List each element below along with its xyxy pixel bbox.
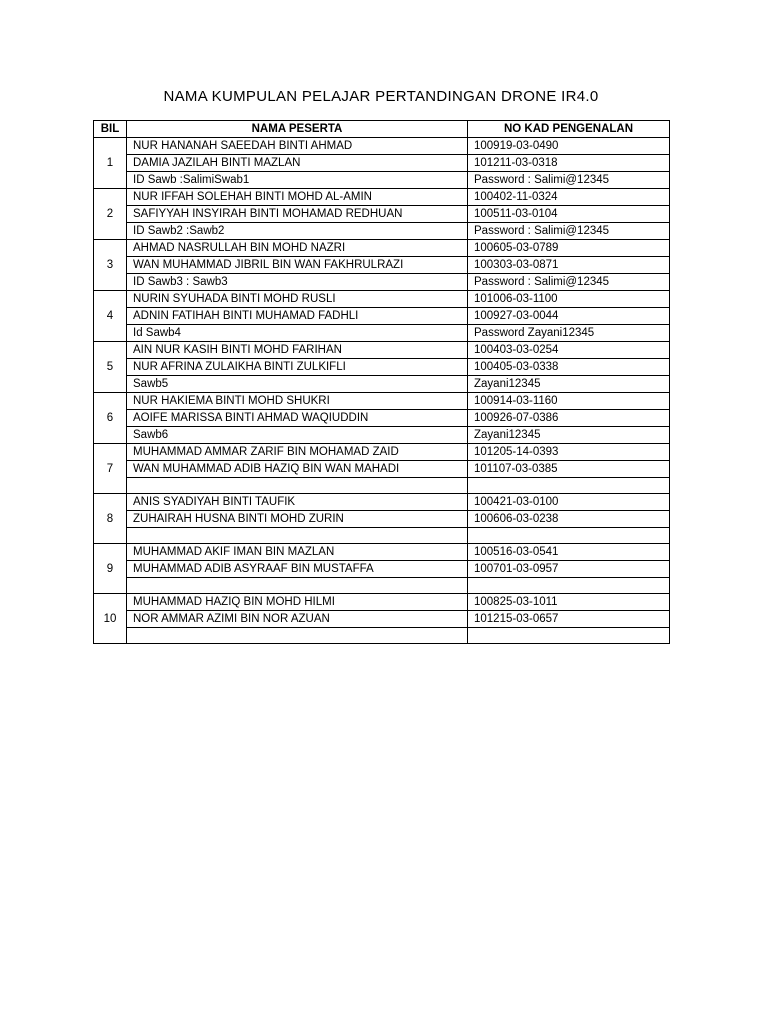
participant-ic: 100303-03-0871 xyxy=(468,257,670,274)
table-row xyxy=(94,611,670,628)
table-row xyxy=(94,594,670,611)
participant-ic: 100511-03-0104 xyxy=(468,206,670,223)
group-account-password: Password Zayani12345 xyxy=(468,325,670,342)
participant-name: NUR HANANAH SAEEDAH BINTI AHMAD xyxy=(127,138,468,155)
document-title: NAMA KUMPULAN PELAJAR PERTANDINGAN DRONE IR4.0 xyxy=(163,88,599,105)
table-row xyxy=(94,342,670,359)
participant-ic: 100606-03-0238 xyxy=(468,511,670,528)
participant-name: ANIS SYADIYAH BINTI TAUFIK xyxy=(127,494,468,511)
table-row xyxy=(94,393,670,410)
group-account-password: Zayani12345 xyxy=(468,427,670,444)
table-row xyxy=(94,274,670,291)
table-row xyxy=(94,410,670,427)
participant-name: SAFIYYAH INSYIRAH BINTI MOHAMAD REDHUAN xyxy=(127,206,468,223)
group-number: 1 xyxy=(94,138,127,189)
table-row xyxy=(94,376,670,393)
group-account-id: ID Sawb3 : Sawb3 xyxy=(127,274,468,291)
empty-cell xyxy=(468,478,670,494)
participant-table xyxy=(93,120,670,644)
table-row xyxy=(94,528,670,544)
participant-name: NOR AMMAR AZIMI BIN NOR AZUAN xyxy=(127,611,468,628)
table-row xyxy=(94,291,670,308)
header-ic: NO KAD PENGENALAN xyxy=(468,121,670,138)
participant-name: MUHAMMAD HAZIQ BIN MOHD HILMI xyxy=(127,594,468,611)
table-row xyxy=(94,511,670,528)
empty-cell xyxy=(468,628,670,644)
participant-ic: 101107-03-0385 xyxy=(468,461,670,478)
empty-cell xyxy=(127,628,468,644)
participant-name: MUHAMMAD AMMAR ZARIF BIN MOHAMAD ZAID xyxy=(127,444,468,461)
table-header-row xyxy=(94,121,670,138)
table-row xyxy=(94,308,670,325)
participant-ic: 101006-03-1100 xyxy=(468,291,670,308)
table-row xyxy=(94,172,670,189)
table-row xyxy=(94,628,670,644)
group-account-id: ID Sawb :SalimiSwab1 xyxy=(127,172,468,189)
participant-name: MUHAMMAD ADIB ASYRAAF BIN MUSTAFFA xyxy=(127,561,468,578)
participant-name: MUHAMMAD AKIF IMAN BIN MAZLAN xyxy=(127,544,468,561)
group-number: 8 xyxy=(94,494,127,544)
table-row xyxy=(94,427,670,444)
empty-cell xyxy=(468,578,670,594)
participant-ic: 101211-03-0318 xyxy=(468,155,670,172)
participant-name: WAN MUHAMMAD ADIB HAZIQ BIN WAN MAHADI xyxy=(127,461,468,478)
participant-ic: 100516-03-0541 xyxy=(468,544,670,561)
table-row xyxy=(94,478,670,494)
table-row xyxy=(94,240,670,257)
participant-ic: 100701-03-0957 xyxy=(468,561,670,578)
table-row xyxy=(94,544,670,561)
participant-ic: 100405-03-0338 xyxy=(468,359,670,376)
group-account-password: Password : Salimi@12345 xyxy=(468,223,670,240)
group-number: 10 xyxy=(94,594,127,644)
table-row xyxy=(94,461,670,478)
table-row xyxy=(94,578,670,594)
group-number: 2 xyxy=(94,189,127,240)
group-account-password: Zayani12345 xyxy=(468,376,670,393)
group-account-id: ID Sawb2 :Sawb2 xyxy=(127,223,468,240)
empty-cell xyxy=(127,478,468,494)
empty-cell xyxy=(127,578,468,594)
participant-name: ZUHAIRAH HUSNA BINTI MOHD ZURIN xyxy=(127,511,468,528)
participant-name: NUR IFFAH SOLEHAH BINTI MOHD AL-AMIN xyxy=(127,189,468,206)
participant-name: NURIN SYUHADA BINTI MOHD RUSLI xyxy=(127,291,468,308)
group-number: 9 xyxy=(94,544,127,594)
participant-ic: 100421-03-0100 xyxy=(468,494,670,511)
participant-ic: 100919-03-0490 xyxy=(468,138,670,155)
participant-ic: 100927-03-0044 xyxy=(468,308,670,325)
group-account-password: Password : Salimi@12345 xyxy=(468,274,670,291)
participant-ic: 101215-03-0657 xyxy=(468,611,670,628)
participant-name: NUR HAKIEMA BINTI MOHD SHUKRI xyxy=(127,393,468,410)
empty-cell xyxy=(127,528,468,544)
group-account-id: Sawb6 xyxy=(127,427,468,444)
header-bil: BIL xyxy=(94,121,127,138)
participant-name: AIN NUR KASIH BINTI MOHD FARIHAN xyxy=(127,342,468,359)
table-row xyxy=(94,189,670,206)
participant-ic: 100926-07-0386 xyxy=(468,410,670,427)
group-account-password: Password : Salimi@12345 xyxy=(468,172,670,189)
table-row xyxy=(94,138,670,155)
group-number: 3 xyxy=(94,240,127,291)
header-name: NAMA PESERTA xyxy=(127,121,468,138)
participant-ic: 100605-03-0789 xyxy=(468,240,670,257)
table-row xyxy=(94,359,670,376)
table-body xyxy=(94,138,670,644)
table-row xyxy=(94,223,670,240)
group-account-id: Id Sawb4 xyxy=(127,325,468,342)
table-row xyxy=(94,444,670,461)
table-row xyxy=(94,257,670,274)
group-number: 6 xyxy=(94,393,127,444)
participant-ic: 101205-14-0393 xyxy=(468,444,670,461)
table-row xyxy=(94,155,670,172)
participant-ic: 100403-03-0254 xyxy=(468,342,670,359)
table-row xyxy=(94,206,670,223)
table-row xyxy=(94,325,670,342)
group-number: 5 xyxy=(94,342,127,393)
participant-name: DAMIA JAZILAH BINTI MAZLAN xyxy=(127,155,468,172)
group-number: 4 xyxy=(94,291,127,342)
table-row xyxy=(94,561,670,578)
participant-name: ADNIN FATIHAH BINTI MUHAMAD FADHLI xyxy=(127,308,468,325)
participant-name: AHMAD NASRULLAH BIN MOHD NAZRI xyxy=(127,240,468,257)
participant-ic: 100914-03-1160 xyxy=(468,393,670,410)
empty-cell xyxy=(468,528,670,544)
participant-name: NUR AFRINA ZULAIKHA BINTI ZULKIFLI xyxy=(127,359,468,376)
group-number: 7 xyxy=(94,444,127,494)
participant-ic: 100402-11-0324 xyxy=(468,189,670,206)
participant-name: WAN MUHAMMAD JIBRIL BIN WAN FAKHRULRAZI xyxy=(127,257,468,274)
participant-name: AOIFE MARISSA BINTI AHMAD WAQIUDDIN xyxy=(127,410,468,427)
participant-ic: 100825-03-1011 xyxy=(468,594,670,611)
table-row xyxy=(94,494,670,511)
group-account-id: Sawb5 xyxy=(127,376,468,393)
